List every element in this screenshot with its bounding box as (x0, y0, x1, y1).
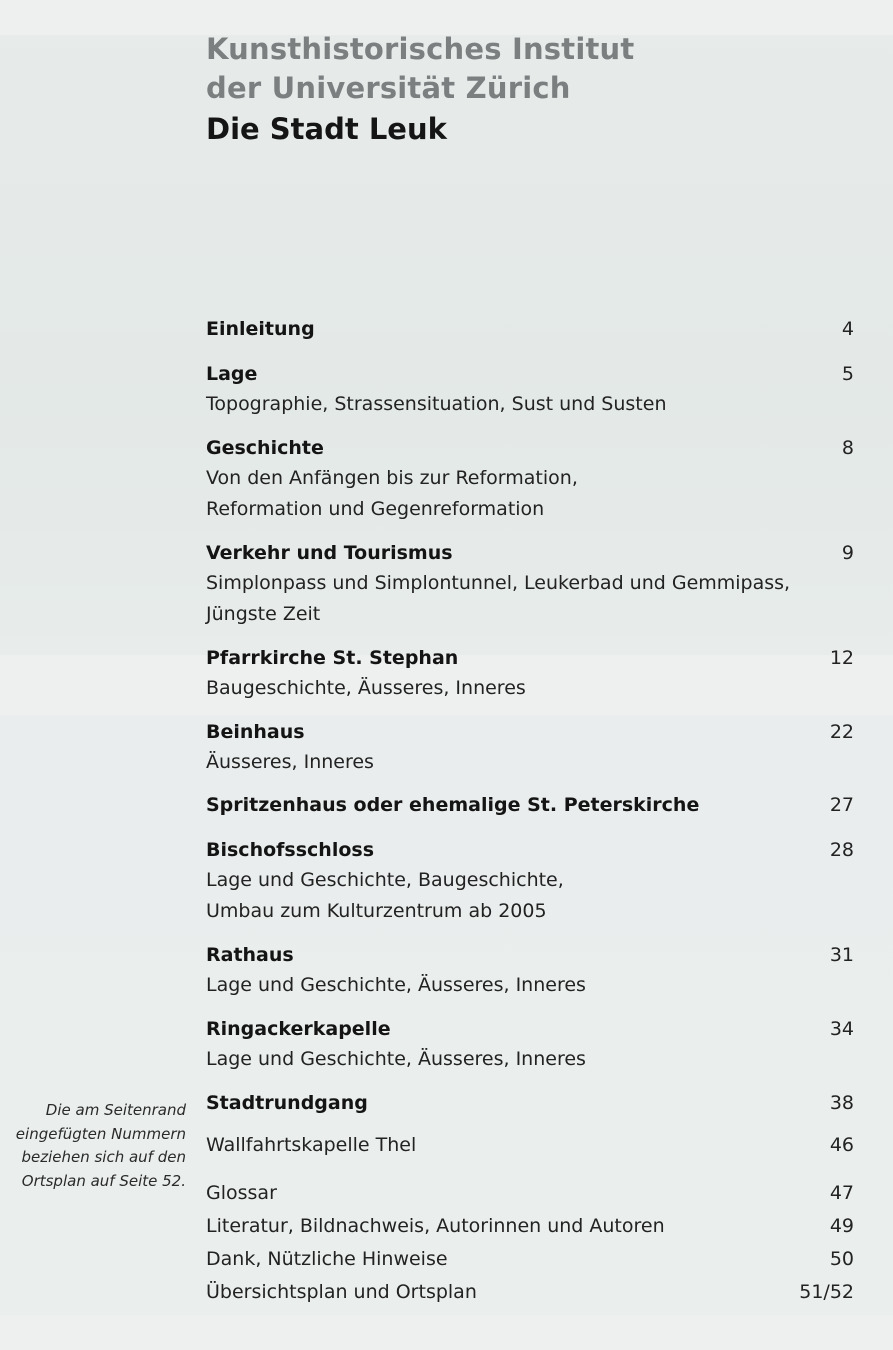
table-of-contents (206, 314, 854, 1308)
toc-entry-subtitle: Baugeschichte, Äusseres, Inneres (206, 677, 526, 699)
toc-entry-title: Bischofsschloss (206, 839, 375, 861)
toc-entry-subtitle: Äusseres, Inneres (206, 751, 374, 773)
toc-entry-title: Rathaus (206, 944, 294, 966)
toc-entry-page: 8 (841, 437, 854, 459)
toc-entry (206, 314, 854, 344)
toc-entry-page: 9 (841, 542, 854, 564)
toc-appendix (206, 1178, 854, 1308)
appendix-row (206, 1178, 854, 1209)
toc-entry (206, 790, 854, 820)
appendix-row (206, 1211, 854, 1242)
margin-note (8, 1099, 186, 1193)
toc-entry-page: 5 (841, 363, 854, 385)
toc-entry-page: 34 (829, 1018, 854, 1040)
toc-entry-subtitle: Jüngste Zeit (206, 603, 321, 625)
toc-entry-subtitle: Reformation und Gegenreformation (206, 498, 545, 520)
toc-entry-title: Ringackerkapelle (206, 1018, 391, 1040)
toc-entry-page: 31 (829, 944, 854, 966)
toc-entry-title: Lage (206, 363, 258, 385)
toc-entry-title: Einleitung (206, 318, 315, 340)
toc-entry-subtitle: Topographie, Strassensituation, Sust und Susten (206, 393, 667, 415)
appendix-page: 50 (829, 1248, 854, 1270)
toc-entry (206, 433, 854, 525)
toc-entry-subtitle: Von den Anfängen bis zur Reformation, (206, 467, 578, 489)
toc-entry-subtitle: Lage und Geschichte, Äusseres, Inneres (206, 1048, 586, 1070)
toc-entry-title: Beinhaus (206, 721, 305, 743)
toc-entry-subtitle: Simplonpass und Simplontunnel, Leukerbad und Gemmipass, (206, 572, 791, 594)
appendix-page: 51/52 (799, 1281, 854, 1303)
toc-entry-title: Pfarrkirche St. Stephan (206, 647, 459, 669)
toc-entry-page: 46 (829, 1134, 854, 1156)
toc-entry-page: 28 (829, 839, 854, 861)
toc-entry (206, 538, 854, 630)
institute-name-line2: der Universität Zürich (206, 71, 571, 105)
margin-note-line: eingefügten Nummern (15, 1124, 186, 1143)
toc-entry-title: Wallfahrtskapelle Thel (206, 1134, 417, 1156)
appendix-title: Glossar (206, 1182, 277, 1204)
toc-entry-title: Stadtrundgang (206, 1092, 368, 1114)
toc-entry (206, 359, 854, 420)
margin-note-line: beziehen sich auf den (21, 1148, 186, 1166)
page-header (206, 30, 634, 150)
toc-entry-subtitle: Lage und Geschichte, Baugeschichte, (206, 869, 564, 891)
toc-entry-title: Geschichte (206, 437, 324, 459)
toc-entry-title: Spritzenhaus oder ehemalige St. Peterskirche (206, 794, 700, 816)
toc-entry-page: 4 (841, 318, 854, 340)
toc-entry (206, 1130, 854, 1161)
appendix-page: 49 (829, 1215, 854, 1237)
appendix-title: Literatur, Bildnachweis, Autorinnen und Autoren (206, 1215, 665, 1237)
appendix-title: Dank, Nützliche Hinweise (206, 1248, 448, 1270)
toc-entry-title: Verkehr und Tourismus (206, 542, 453, 564)
page-title: Die Stadt Leuk (206, 112, 447, 146)
toc-entry (206, 717, 854, 778)
appendix-row (206, 1244, 854, 1275)
toc-entry-page: 12 (829, 647, 854, 669)
toc-entry-subtitle: Lage und Geschichte, Äusseres, Inneres (206, 974, 586, 996)
appendix-title: Übersichtsplan und Ortsplan (206, 1281, 477, 1303)
toc-entry-subtitle: Umbau zum Kulturzentrum ab 2005 (206, 900, 547, 922)
appendix-row (206, 1277, 854, 1308)
toc-entry (206, 1088, 854, 1118)
margin-note-line: Ortsplan auf Seite 52. (21, 1171, 186, 1190)
toc-entry-page: 22 (829, 721, 854, 743)
margin-note-line: Die am Seitenrand (45, 1101, 186, 1119)
toc-entry-page: 27 (829, 794, 854, 816)
toc-entry (206, 835, 854, 927)
toc-entry (206, 643, 854, 704)
toc-entry-page: 38 (829, 1092, 854, 1114)
institute-name-line1: Kunsthistorisches Institut (206, 32, 635, 66)
toc-entry (206, 940, 854, 1001)
appendix-page: 47 (829, 1182, 854, 1204)
toc-entry (206, 1014, 854, 1075)
